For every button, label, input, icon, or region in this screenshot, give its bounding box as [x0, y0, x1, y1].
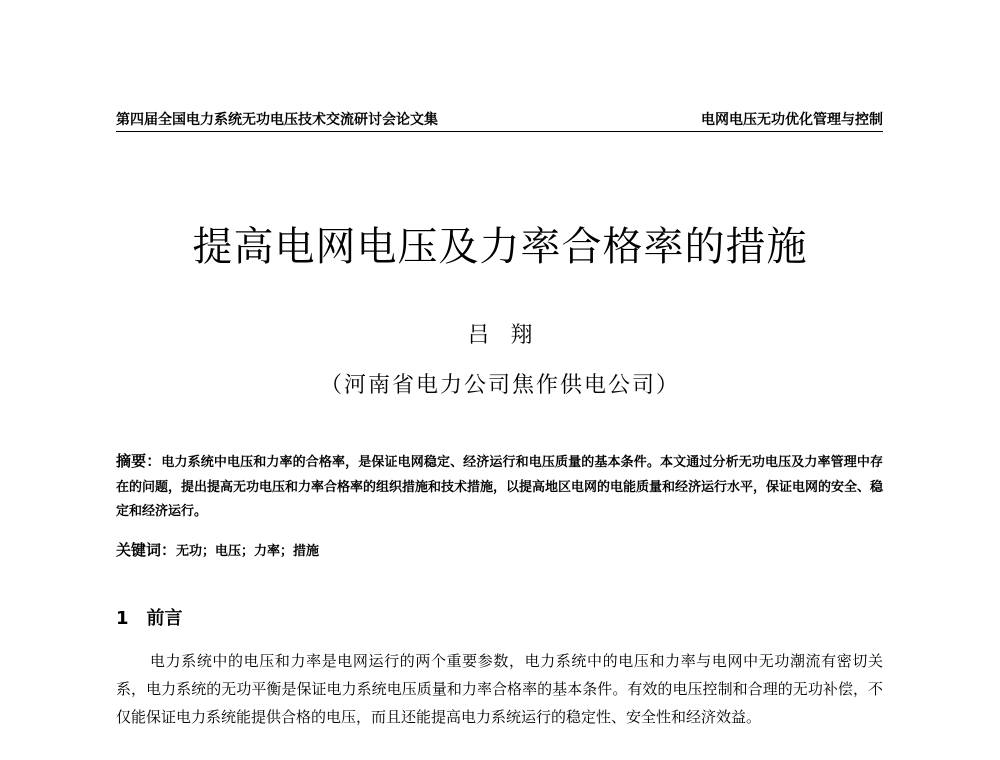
- author-affiliation: （河南省电力公司焦作供电公司）: [319, 373, 680, 398]
- abstract-paragraph: [116, 449, 883, 525]
- keywords: [116, 538, 319, 564]
- running-header: [116, 109, 883, 132]
- header-proceedings-title: 第四届全国电力系统无功电压技术交流研讨会论文集: [116, 112, 438, 128]
- header-section-title: 电网电压无功优化管理与控制: [701, 112, 883, 128]
- keywords-text: 无功；电压；力率；措施: [176, 544, 320, 559]
- abstract-label: 摘要：: [116, 452, 162, 470]
- keywords-label: 关键词：: [116, 541, 177, 559]
- paper-title: 提高电网电压及力率合格率的措施: [192, 224, 808, 270]
- abstract-text: 电力系统中电压和力率的合格率，是保证电网稳定、经济运行和电压质量的基本条件。本文通过分析无功电压及力率管理中存在的问题，提出提高无功电压和力率合格率的组织措施和技术措施，以提高地区电网的电能质量和经济运行水平，保证电网的安全、稳定和经济运行。: [116, 455, 884, 520]
- section-number: 1: [116, 608, 129, 629]
- section-heading: [116, 606, 183, 632]
- section-paragraph: 电力系统中的电压和力率是电网运行的两个重要参数，电力系统中的电压和力率与电网中无功潮流有密切关系，电力系统的无功平衡是保证电力系统电压质量和力率合格率的基本条件。有效的电压控制和合理的无功补偿，不仅能保证电力系统能提供合格的电压，而且还能提高电力系统运行的稳定性、安全性和经济效益。: [116, 652, 883, 726]
- author-name: 吕 翔: [467, 323, 533, 348]
- abstract: [116, 449, 883, 525]
- section-title-text: 前言: [146, 608, 183, 629]
